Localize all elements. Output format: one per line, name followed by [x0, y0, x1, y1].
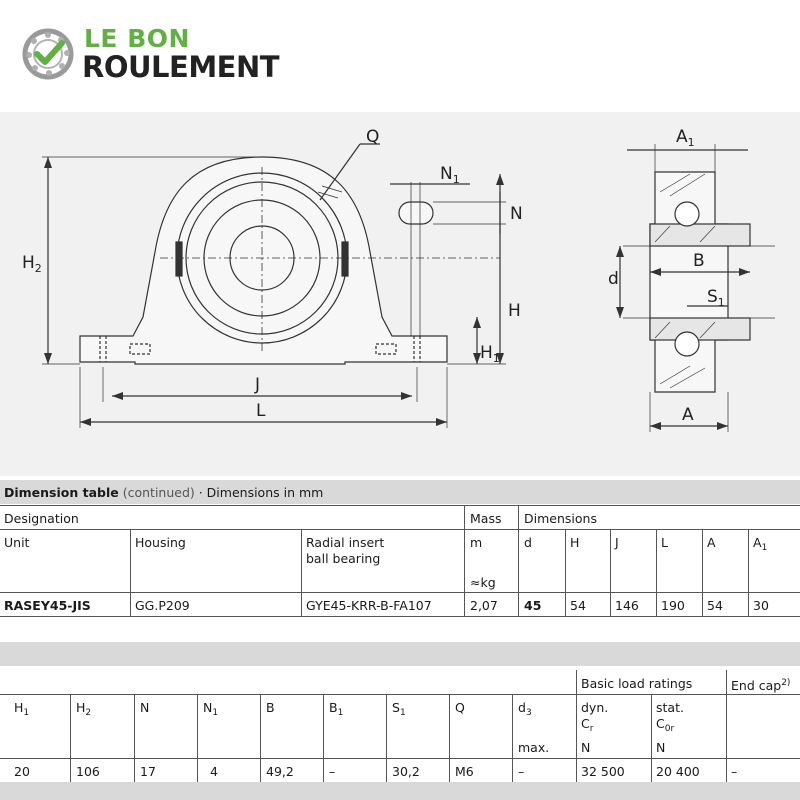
- label-a1: $A_1$: [676, 127, 695, 149]
- col-d3-max: max.: [518, 740, 550, 755]
- col-d3: $d_3$: [518, 700, 532, 718]
- label-n: N: [510, 204, 523, 224]
- brand-name-line2: ROULEMENT: [82, 50, 280, 84]
- row2-d3: –: [518, 764, 525, 779]
- caption-units: · Dimensions in mm: [194, 485, 324, 500]
- col-H2: $H_2$: [76, 700, 92, 718]
- row-insert: GYE45-KRR-B-FA107: [306, 598, 432, 613]
- header-basic-load-ratings: Basic load ratings: [581, 676, 693, 691]
- row2-Cr: 32 500: [581, 764, 625, 779]
- row2-C0r: 20 400: [656, 764, 700, 779]
- col-d: d: [524, 535, 532, 550]
- row2-H2: 106: [76, 764, 100, 779]
- row2-N: 17: [140, 764, 156, 779]
- label-b: B: [693, 251, 705, 271]
- col-B1: $B_1$: [329, 700, 344, 718]
- row2-B: 49,2: [266, 764, 294, 779]
- row2-H1: 20: [14, 764, 30, 779]
- col-N1: $N_1$: [203, 700, 219, 718]
- label-h2: $H_2$: [22, 253, 42, 275]
- row2-Q: M6: [455, 764, 474, 779]
- table-footer-bar: [0, 782, 800, 800]
- row-J: 146: [615, 598, 639, 613]
- header-mass: Mass: [470, 511, 502, 526]
- label-n1: $N_1$: [440, 164, 460, 186]
- label-q: Q: [366, 127, 380, 147]
- col-H1: $H_1$: [14, 700, 30, 718]
- col-housing: Housing: [135, 535, 186, 550]
- drawing-canvas: [0, 112, 800, 476]
- col-C0r: $C_{0r}$: [656, 716, 675, 734]
- row2-S1: 30,2: [392, 764, 420, 779]
- col-L: L: [661, 535, 668, 550]
- caption-title: Dimension table: [4, 485, 119, 500]
- col-H: H: [570, 535, 580, 550]
- row-mass: 2,07: [470, 598, 498, 613]
- label-h1: $H_1$: [480, 343, 500, 365]
- label-s1: $S_1$: [707, 287, 725, 309]
- col-S1: $S_1$: [392, 700, 406, 718]
- caption-continued: (continued): [118, 485, 195, 500]
- row2-B1: –: [329, 764, 336, 779]
- row2-endcap: –: [731, 764, 738, 779]
- col-dyn-unit: N: [581, 740, 591, 755]
- col-B: B: [266, 700, 275, 715]
- col-A1: $A_1$: [753, 535, 768, 553]
- table-separator-bar: [0, 642, 800, 666]
- row-unit: RASEY45-JIS: [4, 598, 91, 613]
- brand-name-line1: LE BON: [84, 24, 190, 53]
- brand-header: [0, 0, 800, 112]
- row-A: 54: [707, 598, 723, 613]
- label-d: d: [608, 269, 619, 289]
- label-a: A: [682, 405, 694, 425]
- header-end-cap: End cap$^{2)}$: [731, 678, 791, 693]
- row-A1: 30: [753, 598, 769, 613]
- row-H: 54: [570, 598, 586, 613]
- row-L: 190: [661, 598, 685, 613]
- header-dimensions: Dimensions: [524, 511, 597, 526]
- dimension-table-area: [0, 476, 800, 800]
- col-Q: Q: [455, 700, 465, 715]
- header-designation: Designation: [4, 511, 79, 526]
- col-stat: stat.: [656, 700, 684, 715]
- row-d: 45: [524, 598, 542, 613]
- col-mass-symbol: m: [470, 535, 483, 550]
- col-dyn: dyn.: [581, 700, 609, 715]
- row-housing: GG.P209: [135, 598, 190, 613]
- bearing-check-icon: [22, 28, 74, 80]
- col-Cr: $C_r$: [581, 716, 594, 734]
- col-N: N: [140, 700, 150, 715]
- col-insert-line2: ball bearing: [306, 551, 381, 566]
- col-mass-unit: ≈kg: [470, 575, 496, 590]
- col-insert-line1: Radial insert: [306, 535, 385, 550]
- label-j: J: [255, 375, 261, 395]
- col-J: J: [615, 535, 619, 550]
- technical-drawing: [0, 112, 800, 476]
- table-caption: [0, 480, 800, 504]
- row2-N1: 4: [210, 764, 218, 779]
- label-h: H: [508, 301, 521, 321]
- col-stat-unit: N: [656, 740, 666, 755]
- col-A: A: [707, 535, 716, 550]
- label-l: L: [256, 401, 266, 421]
- col-unit: Unit: [4, 535, 30, 550]
